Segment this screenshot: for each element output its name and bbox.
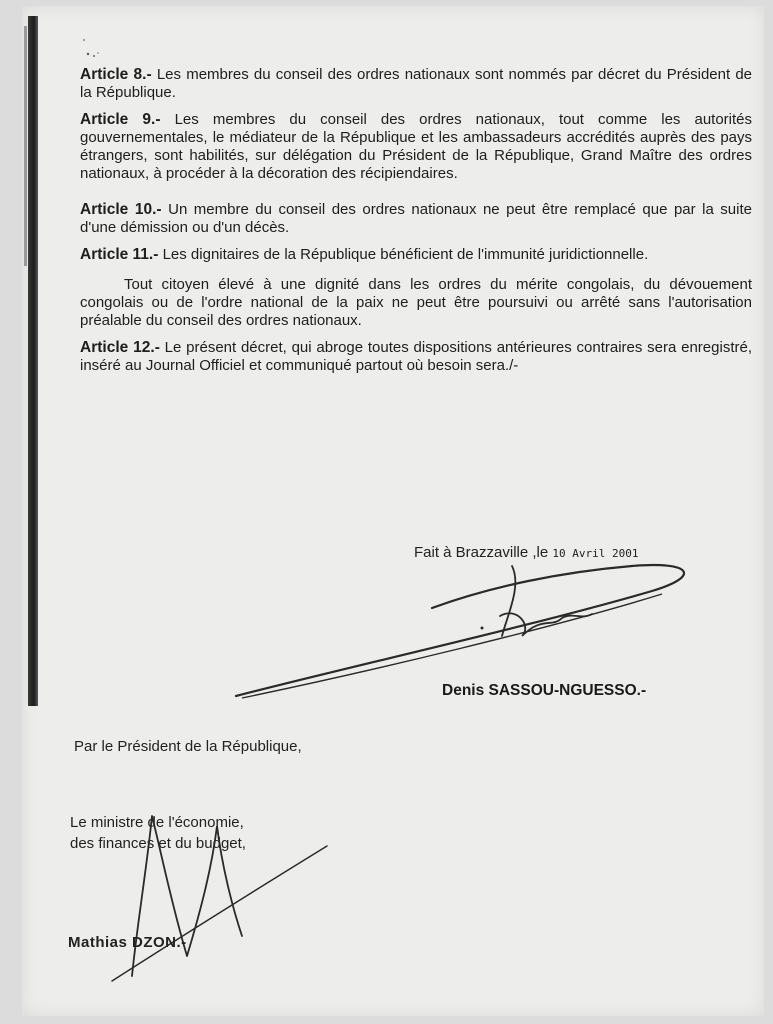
minister-name: Mathias DZON.- — [68, 934, 187, 951]
article-label: Article 8.- — [80, 66, 152, 83]
signing-date: 10 Avril 2001 — [552, 547, 639, 560]
article-text: Le présent décret, qui abroge toutes dispositions antérieures contraires sera enregistré, inséré au Journal Officiel et communiqué partout où besoin sera./- — [80, 339, 752, 374]
minister-title-line-1: Le ministre de l'économie, — [70, 814, 244, 831]
article-label: Article 11.- — [80, 246, 159, 263]
minister-title-line-2: des finances et du budget, — [70, 835, 246, 852]
scan-specks — [82, 34, 122, 64]
article-10 — [80, 201, 752, 237]
article-text: Un membre du conseil des ordres nationaux ne peut être remplacé que par la suite d'une démission ou d'un décès. — [80, 201, 752, 236]
article-text: Les dignitaires de la République bénéficient de l'immunité juridictionnelle. — [162, 246, 649, 263]
article-8 — [80, 66, 752, 102]
decree-body — [80, 66, 752, 384]
article-text: Tout citoyen élevé à une dignité dans les ordres du mérite congolais, du dévouement congolais ou de l'ordre national de la paix ne peut être poursuivi ou arrêté sans l'autorisation préalable du conseil des ordres nationaux. — [80, 276, 752, 329]
minister-signature — [92, 806, 332, 986]
article-11 — [80, 246, 752, 264]
scan-edge-line — [24, 26, 27, 266]
article-label: Article 12.- — [80, 339, 160, 356]
article-12 — [80, 339, 752, 375]
article-text: Les membres du conseil des ordres nationaux, tout comme les autorités gouvernementales, le médiateur de la République et les ambassadeurs accrédités auprès des pays étrangers, sont habilités, sur délégation du Président de la République, Grand Maître des ordres nationaux, à procéder à la décoration des récipiendaires. — [80, 111, 753, 182]
article-11-paragraph-2 — [80, 276, 752, 330]
article-label: Article 10.- — [80, 201, 162, 218]
president-name: Denis SASSOU-NGUESSO.- — [442, 682, 647, 699]
article-9 — [80, 111, 752, 183]
scan-edge-shadow — [28, 16, 38, 706]
article-text: Les membres du conseil des ordres nationaux sont nommés par décret du Président de la République. — [80, 66, 753, 101]
by-president-line: Par le Président de la République, — [74, 738, 302, 755]
article-label: Article 9.- — [80, 111, 161, 128]
document-page — [22, 6, 764, 1016]
signing-place: Fait à Brazzaville ,le — [414, 544, 549, 561]
